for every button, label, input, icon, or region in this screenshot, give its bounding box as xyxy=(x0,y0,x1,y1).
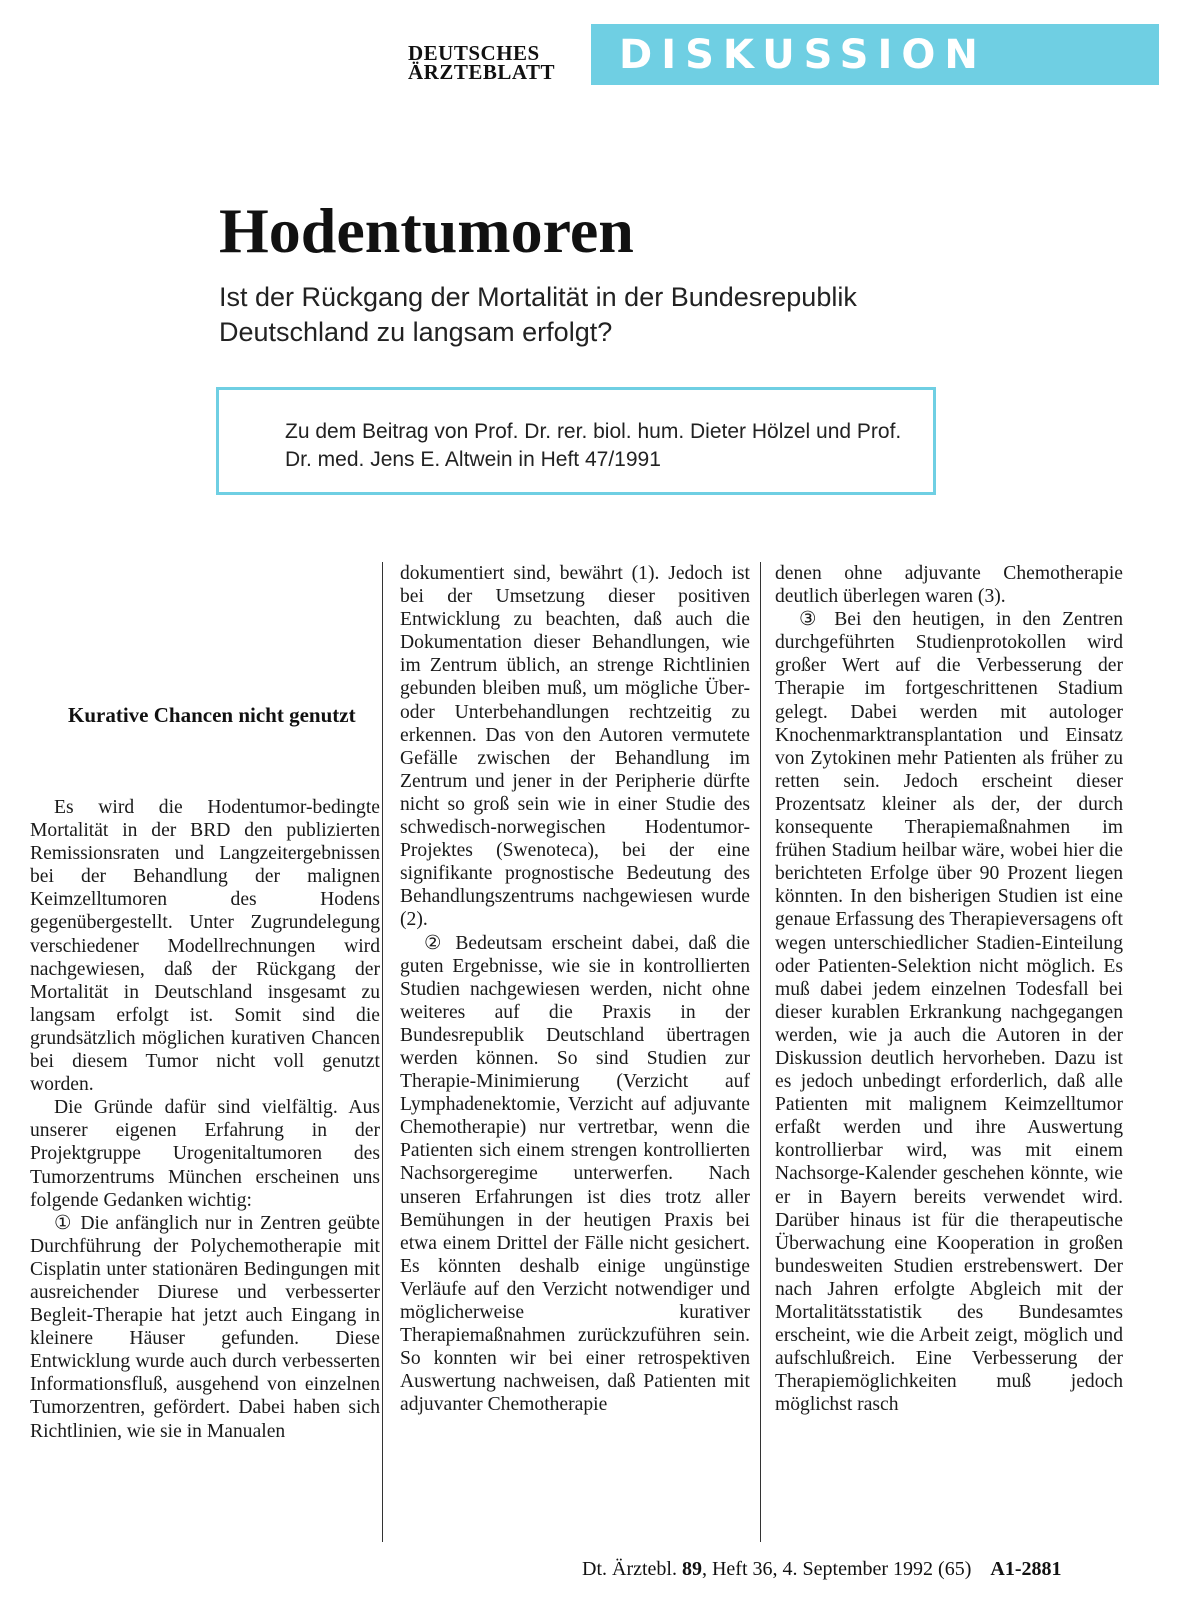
section-heading: Kurative Chancen nicht genutzt xyxy=(68,703,356,727)
footer-issue: , Heft 36, 4. September 1992 (65) xyxy=(701,1558,972,1580)
page-footer xyxy=(582,1558,1061,1581)
logo-line-1: DEUTSCHES xyxy=(408,41,540,65)
reference-box xyxy=(216,387,936,495)
journal-logo xyxy=(408,41,578,84)
paragraph: ② Bedeutsam erscheint dabei, daß die guten Ergebnisse, wie sie in kontrollierten Studien nachgewiesen werden, nicht ohne weiteres auf die Praxis in der Bundesrepublik Deutschland übertragen werden können. So sind Studien zur Therapie-Minimierung (Verzicht auf Lymphadenektomie, Verzicht auf adjuvante Chemotherapie) nur vertretbar, wenn die Patienten sich einem strengen kontrollierten Nachsorgeregime unterwerfen. Nach unseren Erfahrungen ist dies trotz aller Bemühungen in der heutigen Praxis bei etwa einem Drittel der Fälle nicht gesichert. Es könnten deshalb einige ungünstige Verläufe auf den Verzicht notwendiger und möglicherweise kurativer Therapiemaßnahmen zurückzuführen sein. So konnten wir bei einer retrospektiven Auswertung nachweisen, daß Patienten mit adjuvanter Chemotherapie xyxy=(400,932,750,1416)
paragraph: ③ Bei den heutigen, in den Zentren durchgeführten Studienprotokollen wird großer Wert auf die Verbesserung der Therapie im fortgeschrittenen Stadium gelegt. Dabei werden mit autologer Knochenmarktransplantation und Einsatz von Zytokinen mehr Patienten als früher zu retten sein. Jedoch erscheint dieser Prozentsatz kleiner als der, der durch konsequente Therapiemaßnahmen im frühen Stadium heilbar wäre, wobei hier die berichteten Erfolge über 90 Prozent liegen könnten. In den bisherigen Studien ist eine genaue Erfassung des Therapieversagens oft wegen unterschiedlicher Stadien-Einteilung oder Patienten-Selektion nicht möglich. Es muß dabei jedem einzelnen Todesfall bei dieser kurablen Erkrankung nachgegangen werden, wie ja auch die Autoren in der Diskussion deutlich hervorheben. Dazu ist es jedoch unbedingt erforderlich, daß alle Patienten mit malignem Keimzelltumor erfaßt werden und ihre Auswertung kontrollierbar wird, was mit einem Nachsorge-Kalender geschehen könnte, wie er in Bayern bereits verwendet wird. Darüber hinaus ist für die therapeutische Überwachung eine Kooperation in großen bundesweiten Studien erstrebenswert. Der nach Jahren erfolgte Abgleich mit der Mortalitätsstatistik des Bundesamtes erscheint, wie die Arbeit zeigt, möglich und aufschlußreich. Eine Verbesserung der Therapiemöglichkeiten muß jedoch möglichst rasch xyxy=(775,609,1123,1416)
article-subtitle: Ist der Rückgang der Mortalität in der Bundesrepublik Deutschland zu langsam erfolgt? xyxy=(219,282,857,347)
column-3 xyxy=(775,562,1123,1416)
column-divider xyxy=(760,562,761,1542)
paragraph: ① Die anfänglich nur in Zentren geübte Durchführung der Polychemotherapie mit Cisplatin unter stationären Bedingungen mit ausreichender Diurese und verbesserter Begleit-Therapie hat jetzt auch Eingang in kleinere Häuser gefunden. Diese Entwicklung wurde auch durch verbesserten Informationsfluß, ausgehend von einzelnen Tumorzentren, gefördert. Dabei haben sich Richtlinien, wie sie in Manualen xyxy=(30,1212,380,1442)
section-banner xyxy=(591,24,1159,85)
paragraph: denen ohne adjuvante Chemotherapie deutlich überlegen waren (3). xyxy=(775,563,1123,608)
footer-journal: Dt. Ärztebl. xyxy=(582,1558,677,1580)
column-divider xyxy=(382,562,383,1542)
column-1 xyxy=(30,796,380,1443)
reference-text: Zu dem Beitrag von Prof. Dr. rer. biol. hum. Dieter Hölzel und Prof. Dr. med. Jens E. Altwein in Heft 47/1991 xyxy=(285,420,902,471)
footer-page: A1-2881 xyxy=(990,1558,1062,1580)
footer-volume: 89 xyxy=(681,1558,702,1580)
logo-line-2: ÄRZTEBLATT xyxy=(408,60,555,84)
column-2 xyxy=(400,562,750,1416)
article-title: Hodentumoren xyxy=(219,195,634,266)
section-label: DISKUSSION xyxy=(619,32,987,78)
paragraph: dokumentiert sind, bewährt (1). Jedoch ist bei der Umsetzung dieser positiven Entwicklung zu beachten, daß auch die Dokumentation dieser Behandlungen, wie im Zentrum üblich, an strenge Richtlinien gebunden bleiben muß, um mögliche Über- oder Unterbehandlungen rechtzeitig zu erkennen. Das von den Autoren vermutete Gefälle zwischen der Behandlung im Zentrum und jener in der Peripherie dürfte nicht so groß sein wie in einer Studie des schwedisch-norwegischen Hodentumor-Projektes (Swenoteca), bei der eine signifikante prognostische Bedeutung des Behandlungszentrums nachgewiesen wurde (2). xyxy=(400,563,750,931)
paragraph: Es wird die Hodentumor-bedingte Mortalität in der BRD den publizierten Remissionsraten und Langzeitergebnissen bei der Behandlung der malignen Keimzelltumoren des Hodens gegenübergestellt. Unter Zugrundelegung verschiedener Modellrechnungen wird nachgewiesen, daß der Rückgang der Mortalität in Deutschland insgesamt zu langsam erfolgt ist. Somit sind die grundsätzlich möglichen kurativen Chancen bei diesem Tumor nicht voll genutzt worden. xyxy=(30,797,380,1096)
paragraph: Die Gründe dafür sind vielfältig. Aus unserer eigenen Erfahrung in der Projektgruppe Urogenitaltumoren des Tumorzentrums München erscheinen uns folgende Gedanken wichtig: xyxy=(30,1097,380,1211)
